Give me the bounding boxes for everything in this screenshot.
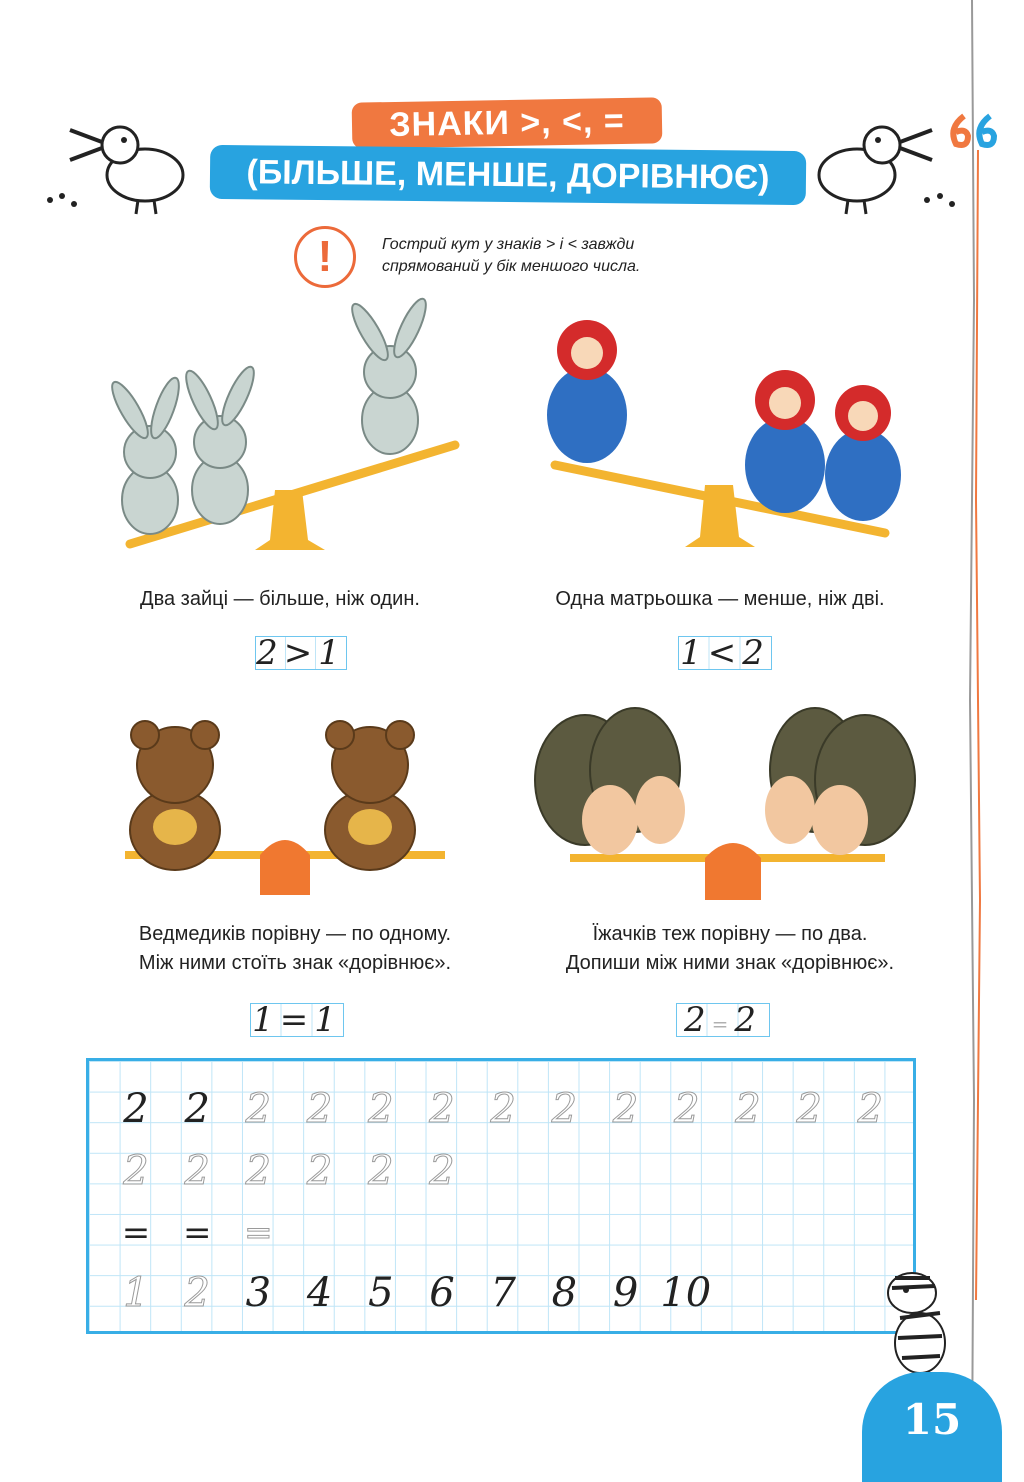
caption-bears bbox=[85, 920, 505, 978]
practice-digit: 2 bbox=[245, 1086, 272, 1132]
practice-digit: 2 bbox=[184, 1086, 210, 1132]
comparison-sign: > bbox=[283, 633, 319, 673]
practice-digit: 2 bbox=[490, 1086, 516, 1132]
comparison-left: 1 bbox=[680, 633, 708, 673]
practice-digit: 2 bbox=[306, 1086, 333, 1132]
practice-digit: 6 bbox=[429, 1270, 455, 1316]
caption-matryoshkas-line: Одна матрьошка — менше, ніж дві. bbox=[555, 588, 885, 610]
practice-digit: 3 bbox=[245, 1270, 272, 1316]
practice-digit: 2 bbox=[184, 1270, 210, 1316]
practice-digit: = bbox=[121, 1213, 151, 1253]
rule-note bbox=[382, 234, 742, 278]
practice-digit: 2 bbox=[796, 1086, 822, 1132]
caption-hedgehogs-line1: Їжачків теж порівну — по два. bbox=[592, 923, 868, 945]
comparison-sign: < bbox=[707, 633, 743, 673]
comparison-1-equals-1 bbox=[250, 1000, 344, 1040]
title-line2: (БІЛЬШЕ, МЕНШЕ, ДОРІВНЮЄ) bbox=[210, 145, 807, 205]
practice-digit: = bbox=[182, 1213, 212, 1253]
practice-digit: 2 bbox=[612, 1086, 639, 1132]
bunnies-seesaw-illustration bbox=[70, 300, 470, 560]
hedgehogs-seesaw-illustration bbox=[535, 700, 920, 905]
practice-digit: 2 bbox=[857, 1086, 884, 1132]
practice-digit: 2 bbox=[674, 1086, 700, 1132]
practice-digit: 7 bbox=[490, 1270, 516, 1316]
practice-digit: = bbox=[244, 1213, 273, 1253]
exclamation-icon: ! bbox=[294, 226, 356, 288]
zebra-mascot-illustration bbox=[880, 1268, 970, 1378]
practice-digit: 2 bbox=[368, 1148, 394, 1194]
practice-digit: 2 bbox=[123, 1148, 149, 1194]
comparison-right: 1 bbox=[314, 1000, 342, 1040]
right-duck-illustration bbox=[812, 110, 962, 220]
practice-digit: 2 bbox=[735, 1086, 761, 1132]
rule-note-line2: спрямований у бік меншого числа. bbox=[382, 258, 641, 275]
caption-hedgehogs bbox=[510, 920, 950, 978]
practice-digit: 9 bbox=[612, 1270, 639, 1316]
practice-digit: 1 bbox=[123, 1270, 149, 1316]
practice-digit: 2 bbox=[429, 1086, 455, 1132]
bears-seesaw-illustration bbox=[120, 715, 450, 905]
caption-bunnies bbox=[100, 585, 460, 614]
practice-digit: 2 bbox=[184, 1148, 210, 1194]
left-duck-illustration bbox=[40, 110, 190, 220]
comparison-1-less-2 bbox=[678, 633, 772, 673]
practice-grid bbox=[86, 1058, 916, 1334]
title-line1: ЗНАКИ >, <, = bbox=[352, 97, 663, 148]
comparison-left: 2 bbox=[683, 1000, 712, 1040]
practice-digit: 2 bbox=[368, 1086, 394, 1132]
practice-digit: 10 bbox=[660, 1270, 712, 1316]
practice-digit: 2 bbox=[551, 1086, 578, 1132]
comparison-right: 2 bbox=[734, 1000, 763, 1040]
practice-digit: 4 bbox=[306, 1270, 333, 1316]
comparison-right: 1 bbox=[318, 633, 346, 673]
comparison-2-greater-1 bbox=[255, 633, 347, 673]
practice-digit: 2 bbox=[245, 1148, 272, 1194]
practice-digit: 2 bbox=[306, 1148, 333, 1194]
comparison-left: 2 bbox=[256, 633, 284, 673]
comparison-2-equals-2-dashed bbox=[676, 1000, 770, 1040]
practice-digit: 8 bbox=[551, 1270, 578, 1316]
comparison-right: 2 bbox=[742, 633, 770, 673]
practice-digit: 2 bbox=[429, 1148, 455, 1194]
comparison-left: 1 bbox=[252, 1000, 280, 1040]
practice-digit: 5 bbox=[368, 1270, 394, 1316]
caption-bears-line2: Між ними стоїть знак «дорівнює». bbox=[138, 952, 452, 974]
page-number: 15 bbox=[862, 1372, 1002, 1482]
comparison-sign: = bbox=[279, 1000, 315, 1040]
rule-note-line1: Гострий кут у знаків > і < завжди bbox=[382, 236, 635, 253]
comparison-sign-to-trace: = bbox=[711, 1012, 735, 1036]
caption-bunnies-line: Два зайці — більше, ніж один. bbox=[140, 588, 420, 610]
caption-matryoshkas bbox=[510, 585, 930, 614]
margin-lines-decoration bbox=[960, 0, 990, 1463]
practice-digit: 2 bbox=[123, 1086, 149, 1132]
matryoshkas-seesaw-illustration bbox=[545, 315, 915, 560]
caption-bears-line1: Ведмедиків порівну — по одному. bbox=[138, 923, 452, 945]
caption-hedgehogs-line2: Допиши між ними знак «дорівнює». bbox=[565, 952, 895, 974]
